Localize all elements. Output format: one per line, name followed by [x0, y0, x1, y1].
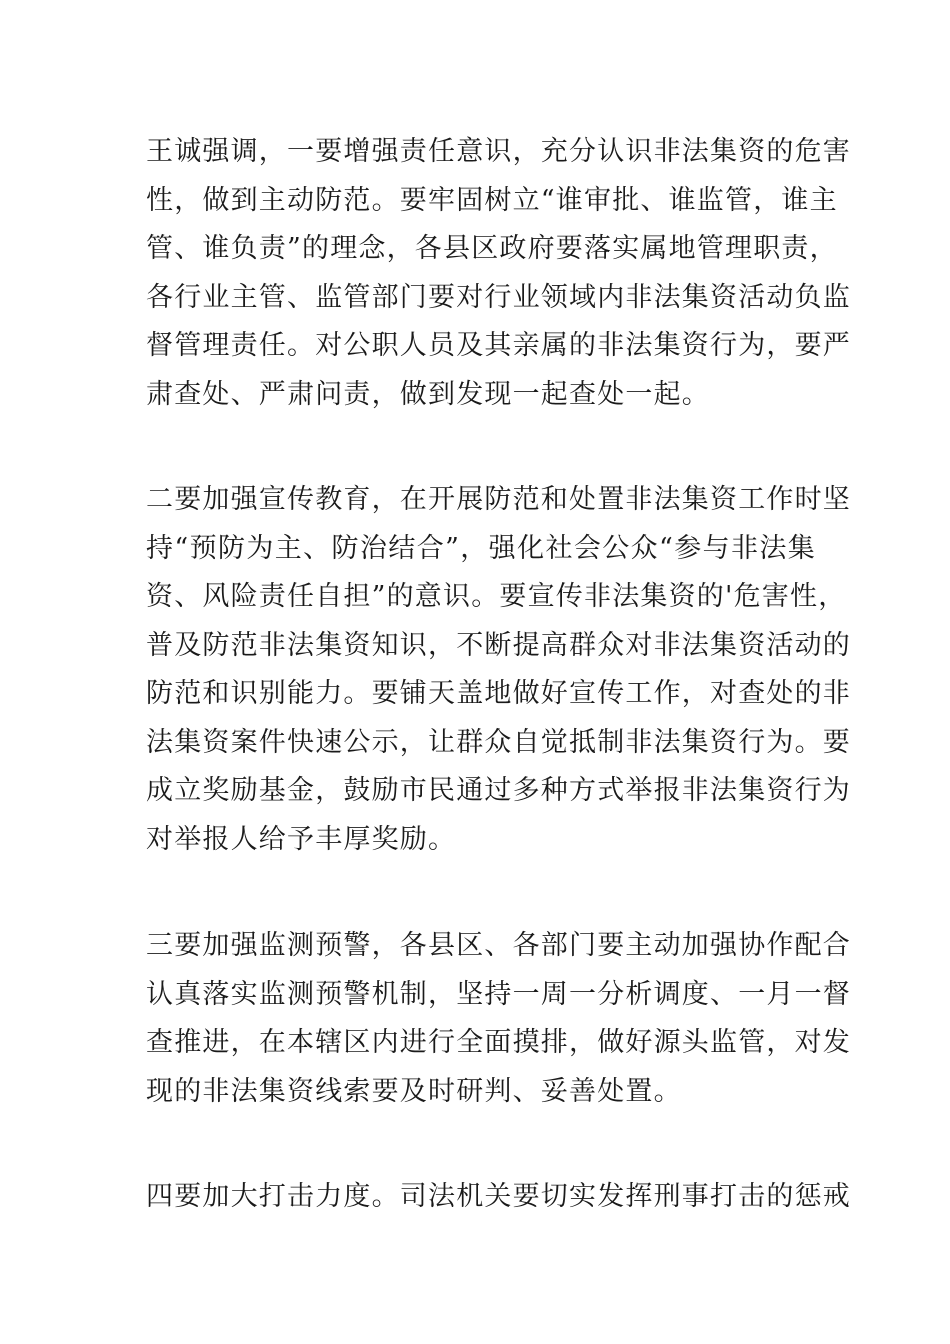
paragraph-crackdown	[146, 1173, 851, 1222]
text-line: 防范和识别能力。要铺天盖地做好宣传工作，对查处的非	[146, 678, 851, 709]
text-line: 现的非法集资线索要及时研判、妥善处置。	[146, 1075, 682, 1107]
text-line: 普及防范非法集资知识，不断提高群众对非法集资活动的	[146, 629, 851, 661]
text-line: 二要加强宣传教育，在开展防范和处置非法集资工作时坚	[146, 484, 851, 515]
text-line: 王诚强调，一要增强责任意识，充分认识非法集资的危害	[146, 136, 851, 167]
text-line: 认真落实监测预警机制，坚持一周一分析调度、一月一督	[146, 978, 851, 1010]
text-line: 查推进，在本辖区内进行全面摸排，做好源头监管，对发	[146, 1027, 851, 1058]
text-line: 三要加强监测预警，各县区、各部门要主动加强协作配合	[146, 930, 851, 961]
text-line: 成立奖励基金，鼓励市民通过多种方式举报非法集资行为	[146, 775, 851, 806]
text-line: 性，做到主动防范。要牢固树立“谁审批、谁监管，谁主	[146, 184, 838, 216]
paragraph-publicity-education	[146, 476, 851, 864]
text-line: 持“预防为主、防治结合”，强化社会公众“参与非法集	[146, 532, 816, 564]
text-line: 资、风险责任自担”的意识。要宣传非法集资的'危害性，	[146, 581, 847, 612]
text-line: 各行业主管、监管部门要对行业领域内非法集资活动负监	[146, 281, 851, 313]
text-line: 肃查处、严肃问责，做到发现一起查处一起。	[146, 378, 710, 410]
text-line: 对举报人给予丰厚奖励。	[146, 823, 457, 855]
paragraph-responsibility	[146, 128, 851, 419]
text-line: 法集资案件快速公示，让群众自觉抵制非法集资行为。要	[146, 726, 851, 758]
paragraph-monitoring-warning	[146, 922, 851, 1116]
text-line: 督管理责任。对公职人员及其亲属的非法集资行为，要严	[146, 330, 851, 361]
text-line: 管、谁负责”的理念，各县区政府要落实属地管理职责，	[146, 233, 838, 264]
text-line: 四要加大打击力度。司法机关要切实发挥刑事打击的惩戒	[146, 1181, 851, 1212]
